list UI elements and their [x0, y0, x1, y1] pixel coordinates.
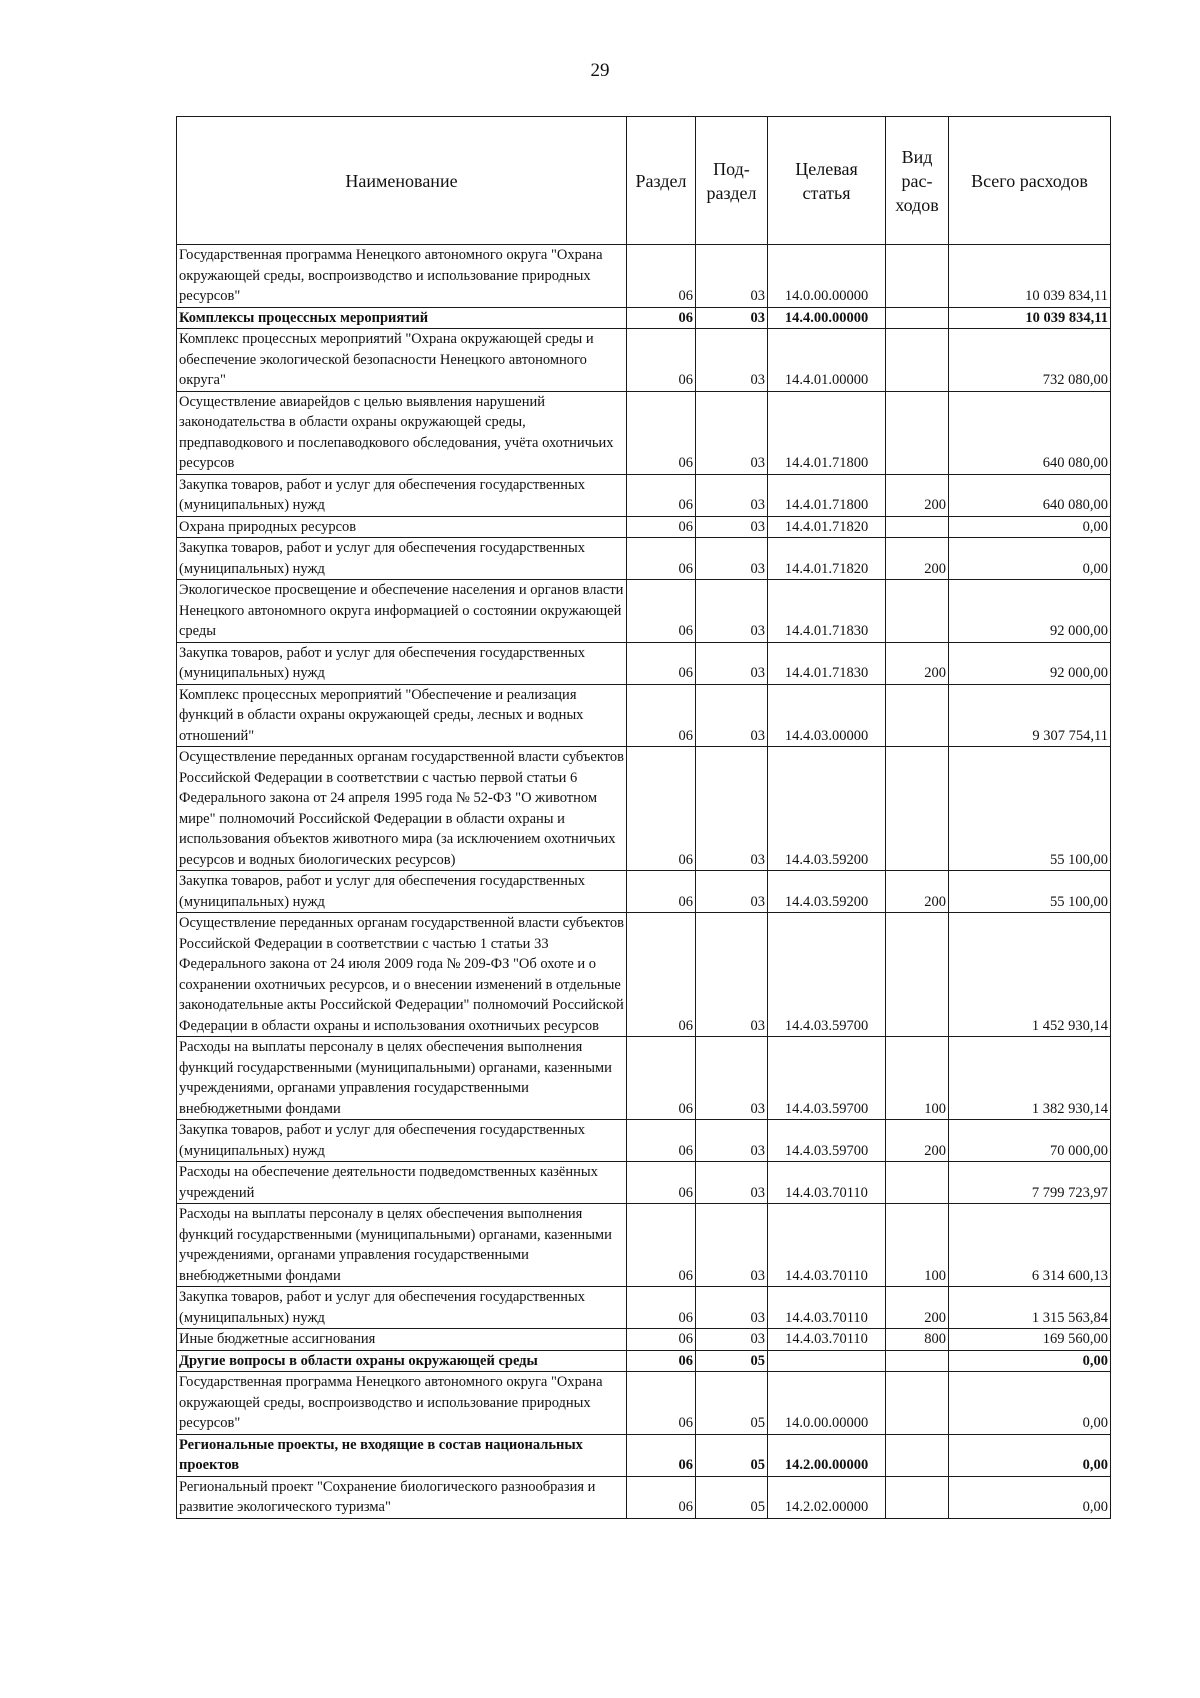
- row-total: 7 799 723,97: [949, 1162, 1111, 1204]
- row-section: 06: [627, 474, 696, 516]
- row-total: 92 000,00: [949, 642, 1111, 684]
- row-name: Закупка товаров, работ и услуг для обеспечения государственных (муниципальных) нужд: [177, 871, 627, 913]
- row-total: 0,00: [949, 1350, 1111, 1372]
- row-subsection: 05: [696, 1476, 768, 1518]
- row-target: 14.4.03.59200: [768, 871, 886, 913]
- row-subsection: 03: [696, 684, 768, 747]
- row-total: 0,00: [949, 516, 1111, 538]
- row-name: Иные бюджетные ассигнования: [177, 1329, 627, 1351]
- row-expense-type: [886, 913, 949, 1037]
- row-section: 06: [627, 913, 696, 1037]
- row-total: 6 314 600,13: [949, 1204, 1111, 1287]
- budget-table: [176, 116, 1111, 1519]
- row-section: 06: [627, 1434, 696, 1476]
- row-total: 55 100,00: [949, 871, 1111, 913]
- row-target: 14.4.03.59200: [768, 747, 886, 871]
- row-expense-type: 200: [886, 1287, 949, 1329]
- row-target: 14.4.03.59700: [768, 1120, 886, 1162]
- row-name: Комплекс процессных мероприятий "Обеспечение и реализация функций в области охраны окружающей среды, лесных и водных отношений": [177, 684, 627, 747]
- row-expense-type: [886, 516, 949, 538]
- table-row: [177, 1372, 1111, 1435]
- table-row: [177, 913, 1111, 1037]
- table-row: [177, 329, 1111, 392]
- row-subsection: 03: [696, 391, 768, 474]
- row-name: Осуществление переданных органам государственной власти субъектов Российской Федерации в соответствии с частью 1 статьи 33 Федерального закона от 24 июля 2009 года № 209-ФЗ "Об охоте и о сохранении охотничьих ресурсов, и о внесении изменений в отдельные законодательные акты Российской Федерации" полномочий Российской Федерации в области охраны и использования охотничьих ресурсов: [177, 913, 627, 1037]
- row-target: 14.4.03.59700: [768, 913, 886, 1037]
- row-total: 640 080,00: [949, 391, 1111, 474]
- row-total: 9 307 754,11: [949, 684, 1111, 747]
- row-subsection: 03: [696, 329, 768, 392]
- table-row: [177, 391, 1111, 474]
- row-name: Закупка товаров, работ и услуг для обеспечения государственных (муниципальных) нужд: [177, 642, 627, 684]
- row-section: 06: [627, 1162, 696, 1204]
- row-section: 06: [627, 1037, 696, 1120]
- row-section: 06: [627, 1372, 696, 1435]
- row-section: 06: [627, 642, 696, 684]
- row-target: 14.0.00.00000: [768, 245, 886, 308]
- row-expense-type: [886, 1162, 949, 1204]
- row-section: 06: [627, 747, 696, 871]
- row-section: 06: [627, 516, 696, 538]
- row-target: 14.4.03.70110: [768, 1287, 886, 1329]
- row-name: Региональный проект "Сохранение биологического разнообразия и развитие экологического туризма": [177, 1476, 627, 1518]
- row-expense-type: 800: [886, 1329, 949, 1351]
- table-row: [177, 474, 1111, 516]
- row-target: 14.4.01.71830: [768, 580, 886, 643]
- row-expense-type: 200: [886, 474, 949, 516]
- row-target: 14.2.02.00000: [768, 1476, 886, 1518]
- row-section: 06: [627, 1329, 696, 1351]
- table-row: [177, 538, 1111, 580]
- row-subsection: 05: [696, 1434, 768, 1476]
- row-target: 14.0.00.00000: [768, 1372, 886, 1435]
- row-target: [768, 1350, 886, 1372]
- header-subsection: Под-раздел: [696, 117, 768, 245]
- row-name: Осуществление авиарейдов с целью выявления нарушений законодательства в области охраны окружающей среды, предпаводкового и послепаводкового обследования, учёта охотничьих ресурсов: [177, 391, 627, 474]
- row-target: 14.4.01.71820: [768, 516, 886, 538]
- row-total: 70 000,00: [949, 1120, 1111, 1162]
- table-row: [177, 684, 1111, 747]
- row-expense-type: [886, 245, 949, 308]
- table-row: [177, 1037, 1111, 1120]
- table-row: [177, 1434, 1111, 1476]
- row-subsection: 03: [696, 1037, 768, 1120]
- table-row: [177, 1162, 1111, 1204]
- table-row: [177, 1287, 1111, 1329]
- row-section: 06: [627, 329, 696, 392]
- row-section: 06: [627, 1120, 696, 1162]
- row-name: Комплексы процессных мероприятий: [177, 307, 627, 329]
- row-name: Закупка товаров, работ и услуг для обеспечения государственных (муниципальных) нужд: [177, 1287, 627, 1329]
- row-target: 14.4.01.71830: [768, 642, 886, 684]
- row-subsection: 03: [696, 913, 768, 1037]
- row-name: Региональные проекты, не входящие в состав национальных проектов: [177, 1434, 627, 1476]
- row-subsection: 03: [696, 1204, 768, 1287]
- row-expense-type: [886, 1434, 949, 1476]
- row-subsection: 03: [696, 1329, 768, 1351]
- row-name: Расходы на выплаты персоналу в целях обеспечения выполнения функций государственными (муниципальными) органами, казенными учреждениями, органами управления государственными внебюджетными фондами: [177, 1204, 627, 1287]
- row-expense-type: [886, 1476, 949, 1518]
- row-expense-type: [886, 580, 949, 643]
- table-row: [177, 1120, 1111, 1162]
- row-subsection: 03: [696, 474, 768, 516]
- table-row: [177, 307, 1111, 329]
- row-total: 1 452 930,14: [949, 913, 1111, 1037]
- row-subsection: 03: [696, 307, 768, 329]
- row-expense-type: [886, 747, 949, 871]
- row-total: 0,00: [949, 538, 1111, 580]
- row-expense-type: [886, 329, 949, 392]
- header-section: Раздел: [627, 117, 696, 245]
- row-expense-type: [886, 684, 949, 747]
- table-row: [177, 516, 1111, 538]
- row-target: 14.4.01.71800: [768, 391, 886, 474]
- row-subsection: 03: [696, 516, 768, 538]
- row-subsection: 03: [696, 1120, 768, 1162]
- row-subsection: 03: [696, 747, 768, 871]
- row-expense-type: 200: [886, 871, 949, 913]
- header-name: Наименование: [177, 117, 627, 245]
- row-target: 14.4.01.00000: [768, 329, 886, 392]
- table-row: [177, 747, 1111, 871]
- row-name: Другие вопросы в области охраны окружающей среды: [177, 1350, 627, 1372]
- row-total: 732 080,00: [949, 329, 1111, 392]
- page-number: 29: [590, 60, 610, 81]
- row-subsection: 05: [696, 1350, 768, 1372]
- row-total: 10 039 834,11: [949, 307, 1111, 329]
- row-subsection: 03: [696, 1287, 768, 1329]
- row-target: 14.4.01.71800: [768, 474, 886, 516]
- table-row: [177, 1329, 1111, 1351]
- table-row: [177, 642, 1111, 684]
- row-section: 06: [627, 1350, 696, 1372]
- row-name: Расходы на обеспечение деятельности подведомственных казённых учреждений: [177, 1162, 627, 1204]
- row-total: 55 100,00: [949, 747, 1111, 871]
- row-section: 06: [627, 538, 696, 580]
- row-section: 06: [627, 391, 696, 474]
- row-expense-type: [886, 307, 949, 329]
- row-section: 06: [627, 871, 696, 913]
- row-total: 640 080,00: [949, 474, 1111, 516]
- row-target: 14.4.03.59700: [768, 1037, 886, 1120]
- table-row: [177, 871, 1111, 913]
- row-name: Охрана природных ресурсов: [177, 516, 627, 538]
- row-target: 14.4.03.00000: [768, 684, 886, 747]
- row-section: 06: [627, 684, 696, 747]
- row-expense-type: [886, 1350, 949, 1372]
- header-target: Целевая статья: [768, 117, 886, 245]
- row-target: 14.4.00.00000: [768, 307, 886, 329]
- row-section: 06: [627, 580, 696, 643]
- row-target: 14.4.03.70110: [768, 1162, 886, 1204]
- table-row: [177, 580, 1111, 643]
- row-section: 06: [627, 1476, 696, 1518]
- row-name: Экологическое просвещение и обеспечение населения и органов власти Ненецкого автономного округа информацией о состоянии окружающей среды: [177, 580, 627, 643]
- row-subsection: 03: [696, 642, 768, 684]
- row-name: Государственная программа Ненецкого автономного округа "Охрана окружающей среды, воспроизводство и использование природных ресурсов": [177, 245, 627, 308]
- row-subsection: 03: [696, 871, 768, 913]
- row-total: 0,00: [949, 1476, 1111, 1518]
- row-section: 06: [627, 307, 696, 329]
- row-total: 1 382 930,14: [949, 1037, 1111, 1120]
- row-total: 0,00: [949, 1434, 1111, 1476]
- row-expense-type: 200: [886, 642, 949, 684]
- row-target: 14.2.00.00000: [768, 1434, 886, 1476]
- row-name: Расходы на выплаты персоналу в целях обеспечения выполнения функций государственными (муниципальными) органами, казенными учреждениями, органами управления государственными внебюджетными фондами: [177, 1037, 627, 1120]
- row-expense-type: 100: [886, 1204, 949, 1287]
- row-total: 1 315 563,84: [949, 1287, 1111, 1329]
- row-subsection: 05: [696, 1372, 768, 1435]
- row-name: Комплекс процессных мероприятий "Охрана окружающей среды и обеспечение экологической безопасности Ненецкого автономного округа": [177, 329, 627, 392]
- row-target: 14.4.03.70110: [768, 1329, 886, 1351]
- row-target: 14.4.03.70110: [768, 1204, 886, 1287]
- row-name: Закупка товаров, работ и услуг для обеспечения государственных (муниципальных) нужд: [177, 474, 627, 516]
- row-target: 14.4.01.71820: [768, 538, 886, 580]
- row-expense-type: 200: [886, 538, 949, 580]
- table-row: [177, 1204, 1111, 1287]
- row-subsection: 03: [696, 538, 768, 580]
- row-section: 06: [627, 1287, 696, 1329]
- row-subsection: 03: [696, 245, 768, 308]
- row-name: Закупка товаров, работ и услуг для обеспечения государственных (муниципальных) нужд: [177, 1120, 627, 1162]
- row-expense-type: [886, 391, 949, 474]
- row-expense-type: [886, 1372, 949, 1435]
- table-row: [177, 1350, 1111, 1372]
- row-expense-type: 100: [886, 1037, 949, 1120]
- row-subsection: 03: [696, 580, 768, 643]
- row-expense-type: 200: [886, 1120, 949, 1162]
- header-total: Всего расходов: [949, 117, 1111, 245]
- header-expense-type: Вид рас-ходов: [886, 117, 949, 245]
- row-total: 169 560,00: [949, 1329, 1111, 1351]
- table-row: [177, 245, 1111, 308]
- row-total: 10 039 834,11: [949, 245, 1111, 308]
- row-name: Закупка товаров, работ и услуг для обеспечения государственных (муниципальных) нужд: [177, 538, 627, 580]
- row-total: 0,00: [949, 1372, 1111, 1435]
- row-section: 06: [627, 245, 696, 308]
- row-section: 06: [627, 1204, 696, 1287]
- row-name: Осуществление переданных органам государственной власти субъектов Российской Федерации в соответствии с частью первой статьи 6 Федерального закона от 24 апреля 1995 года № 52-ФЗ "О животном мире" полномочий Российской Федерации в области охраны и использования объектов животного мира (за исключением охотничьих ресурсов и водных биологических ресурсов): [177, 747, 627, 871]
- row-total: 92 000,00: [949, 580, 1111, 643]
- table-header-row: [177, 117, 1111, 245]
- table-row: [177, 1476, 1111, 1518]
- row-name: Государственная программа Ненецкого автономного округа "Охрана окружающей среды, воспроизводство и использование природных ресурсов": [177, 1372, 627, 1435]
- row-subsection: 03: [696, 1162, 768, 1204]
